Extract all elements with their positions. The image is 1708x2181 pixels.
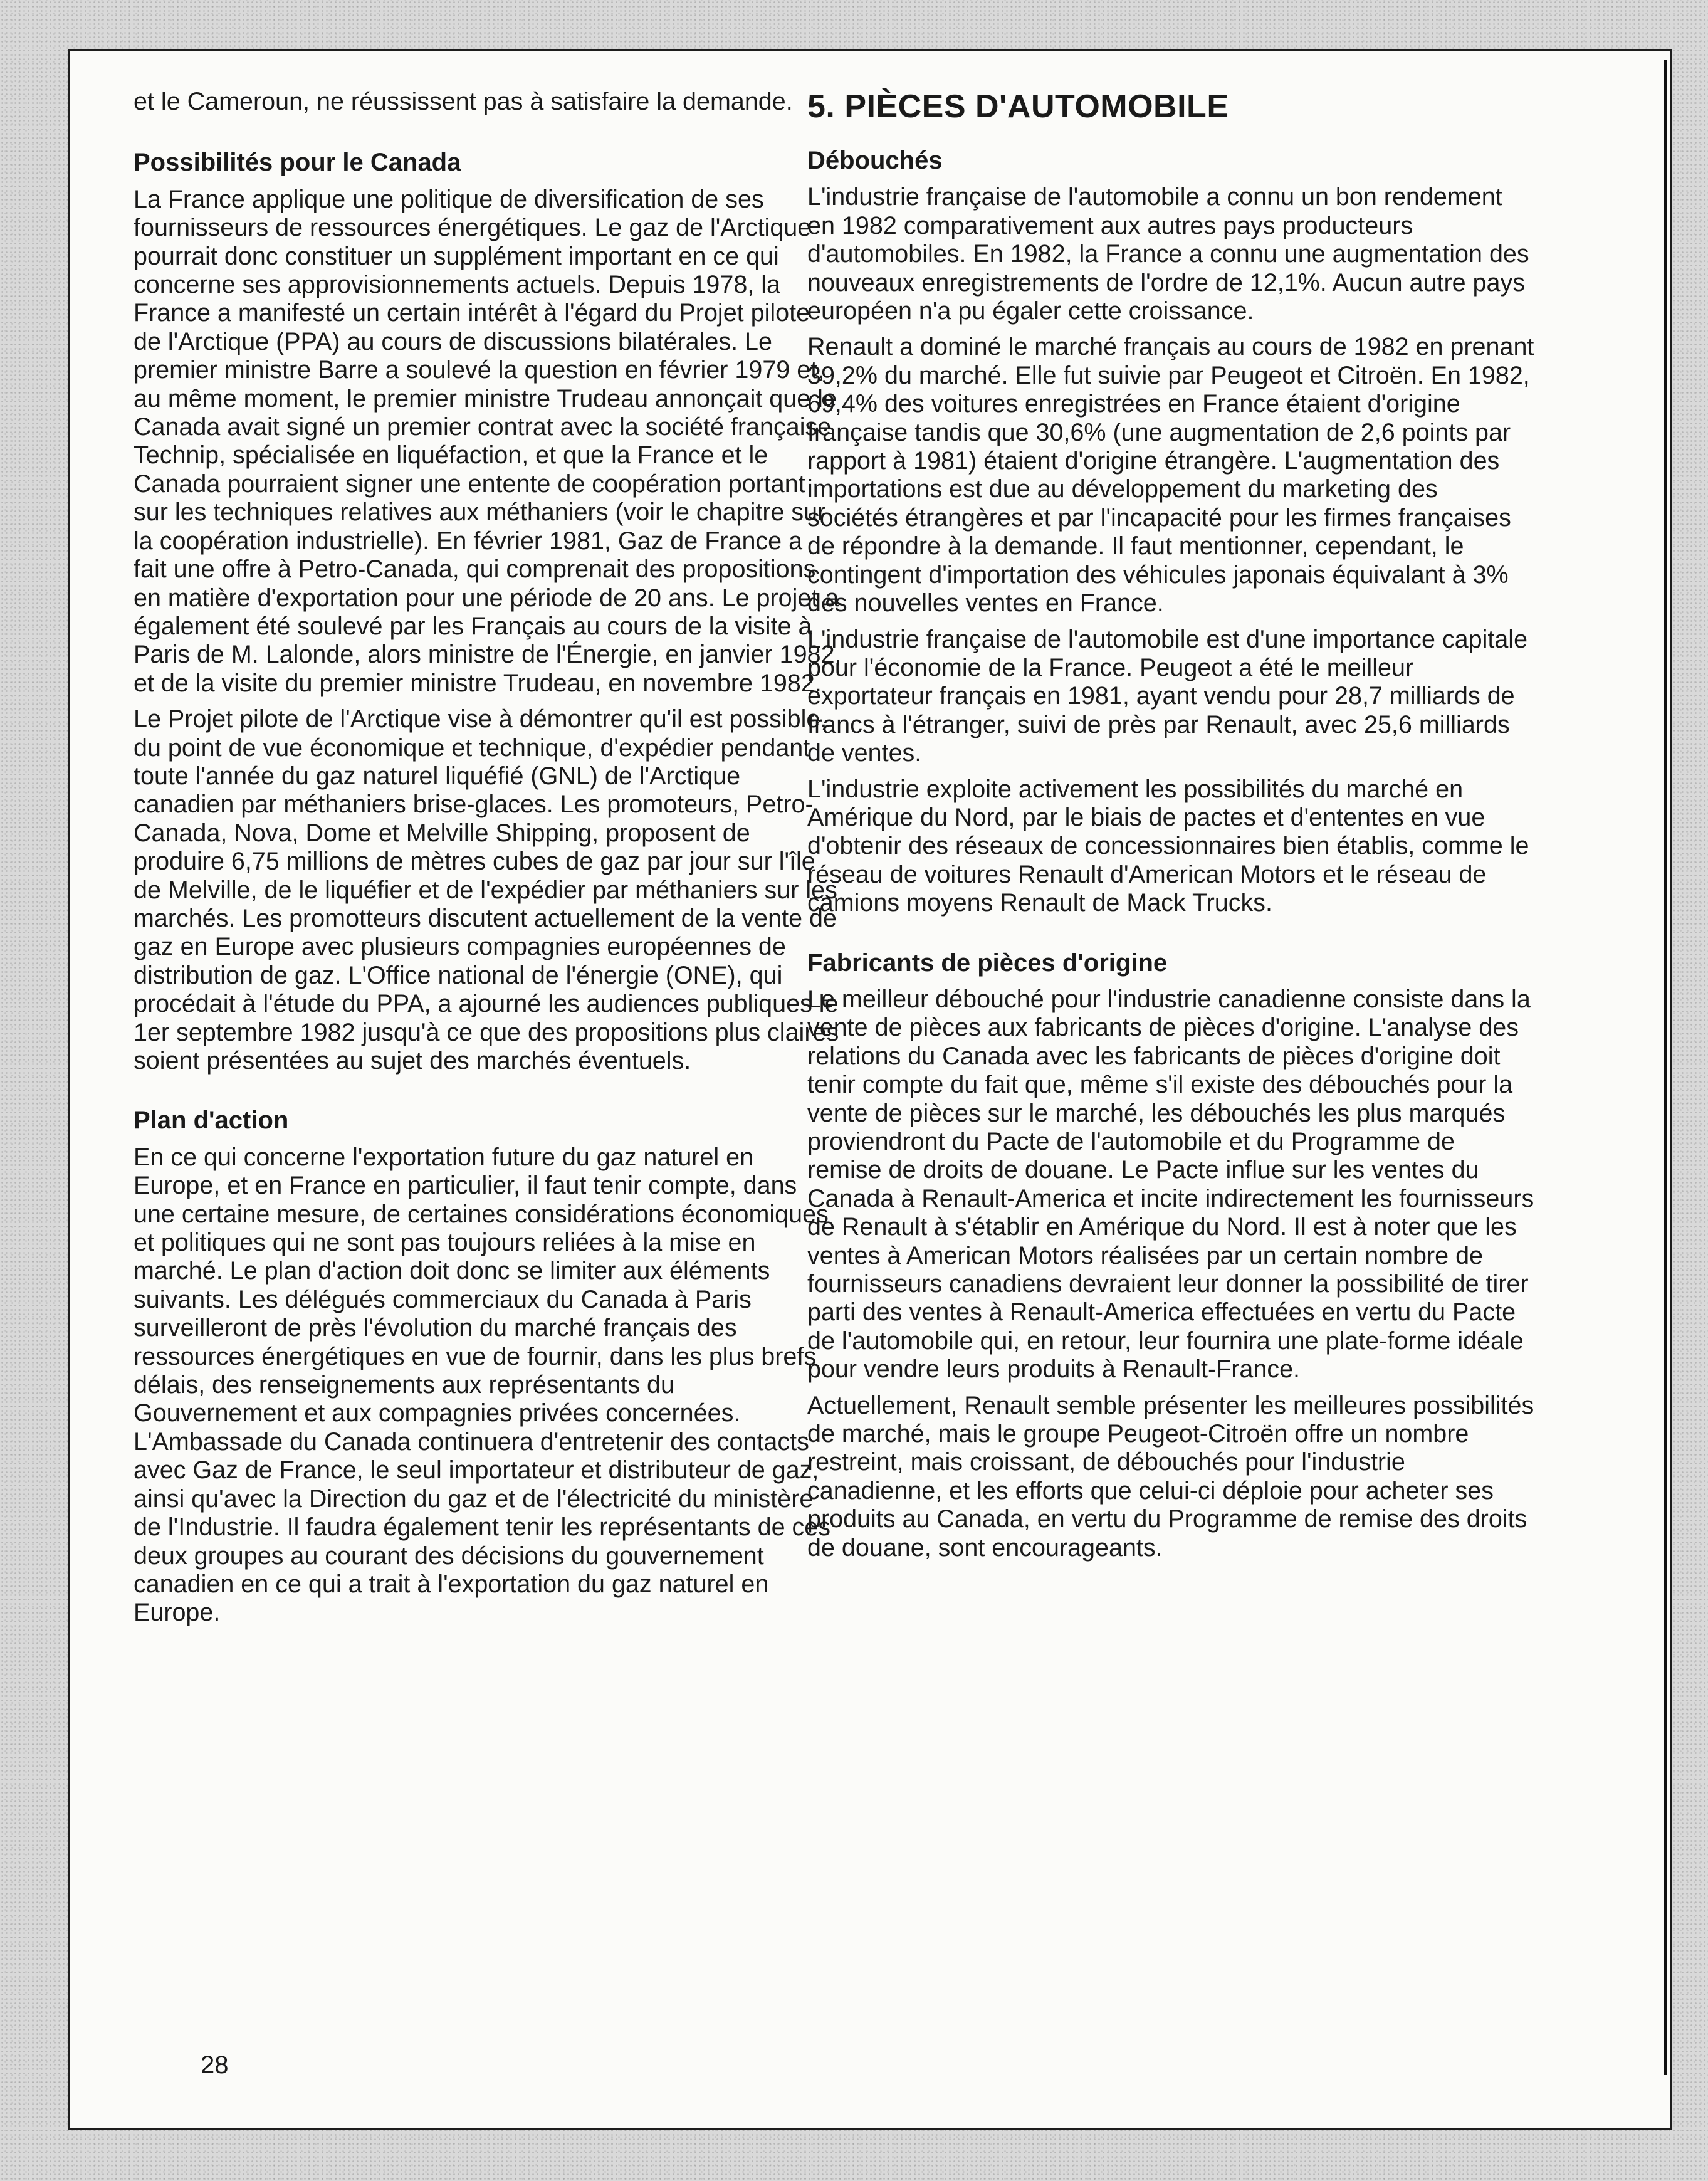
continuation-paragraph: et le Cameroun, ne réussissent pas à satisfaire la demande.	[134, 88, 793, 115]
heading-possibilites-canada: Possibilités pour le Canada	[134, 149, 461, 177]
heading-debouches: Débouchés	[807, 147, 943, 174]
page-edge-line	[1664, 60, 1667, 2075]
page-number: 28	[201, 2051, 229, 2079]
paragraph-fabricants-2: Actuellement, Renault semble présenter les meilleures possibilités de marché, mais le groupe Peugeot-Citroën offre un nombre restreint, mais croissant, de débouchés pour l'industrie canadienne, et les efforts que celui-ci déploie pour acheter ses produits au Canada, en vertu du Programme de remise des droits de douane, sont encourageants.	[807, 1391, 1534, 1562]
heading-plan-action: Plan d'action	[134, 1106, 289, 1135]
paragraph-possibilites-2: Le Projet pilote de l'Arctique vise à démontrer qu'il est possible, du point de vue économique et technique, d'expédier pendant toute l'année du gaz naturel liquéfié (GNL) de l'Arctique canadien par méthaniers brise-glaces. Les promoteurs, Petro-Canada, Nova, Dome et Melville Shipping, proposent de produire 6,75 millions de mètres cubes de gaz par jour sur l'île de Melville, de le liquéfier et de l'expédier par méthaniers sur les marchés. Les promotteurs discutent actuellement de la vente de gaz en Europe avec plusieurs compagnies européennes de distribution de gaz. L'Office national de l'énergie (ONE), qui procédait à l'étude du PPA, a ajourné les audiences publiques le 1er septembre 1982 jusqu'à ce que des propositions plus claires soient présentées au sujet des marchés éventuels.	[134, 705, 839, 1075]
paragraph-debouches-1: L'industrie française de l'automobile a connu un bon rendement en 1982 comparativement aux autres pays producteurs d'automobiles. En 1982, la France a connu une augmentation des nouveaux enregistrements de l'ordre de 12,1%. Aucun autre pays européen n'a pu égaler cette croissance.	[807, 183, 1529, 325]
paragraph-fabricants-1: Le meilleur débouché pour l'industrie canadienne consiste dans la vente de pièces aux fabricants de pièces d'origine. L'analyse des relations du Canada avec les fabricants de pièces d'origine doit tenir compte du fait que, même s'il existe des débouchés pour la vente de pièces sur le marché, les débouchés les plus marqués proviendront du Pacte de l'automobile et du Programme de remise de droits de douane. Le Pacte influe sur les ventes du Canada à Renault-America et incite indirectement les fournisseurs de Renault à s'établir en Amérique du Nord. Il est à noter que les ventes à American Motors réalisées par un certain nombre de fournisseurs canadiens devraient leur donner la possibilité de tirer parti des ventes à Renault-America effectuées en vertu du Pacte de l'automobile qui, en retour, leur fournira une plate-forme idéale pour vendre leurs produits à Renault-France.	[807, 985, 1534, 1384]
heading-fabricants-pieces: Fabricants de pièces d'origine	[807, 949, 1168, 977]
section-title: 5. PIÈCES D'AUTOMOBILE	[807, 88, 1229, 125]
paragraph-debouches-3: L'industrie française de l'automobile est d'une importance capitale pour l'économie de la France. Peugeot a été le meilleur exportateur français en 1981, ayant vendu pour 28,7 milliards de francs à l'étranger, suivi de près par Renault, avec 25,6 milliards de ventes.	[807, 625, 1528, 767]
paragraph-plan-action: En ce qui concerne l'exportation future du gaz naturel en Europe, et en France en particulier, il faut tenir compte, dans une certaine mesure, de certaines considérations économiques et politiques qui ne sont pas toujours reliées à la mise en marché. Le plan d'action doit donc se limiter aux éléments suivants. Les délégués commerciaux du Canada à Paris surveilleront de près l'évolution du marché français des ressources énergétiques en vue de fournir, dans les plus brefs délais, des renseignements aux représentants du Gouvernement et aux compagnies privées concernées. L'Ambassade du Canada continuera d'entretenir des contacts avec Gaz de France, le seul importateur et distributeur de gaz, ainsi qu'avec la Direction du gaz et de l'électricité du ministère de l'Industrie. Il faudra également tenir les représentants de ces deux groupes au courant des décisions du gouvernement canadien en ce qui a trait à l'exportation du gaz naturel en Europe.	[134, 1143, 830, 1627]
paragraph-possibilites-1: La France applique une politique de diversification de ses fournisseurs de ressources énergétiques. Le gaz de l'Arctique pourrait donc constituer un supplément important en ce qui concerne ses approvisionnements actuels. Depuis 1978, la France a manifesté un certain intérêt à l'égard du Projet pilote de l'Arctique (PPA) au cours de discussions bilatérales. Le premier ministre Barre a soulevé la question en février 1979 et, au même moment, le premier ministre Trudeau annonçait que le Canada avait signé un premier contrat avec la société française Technip, spécialisée en liquéfaction, et que la France et le Canada pourraient signer une entente de coopération portant sur les techniques relatives aux méthaniers (voir le chapitre sur la coopération industrielle). En février 1981, Gaz de France a fait une offre à Petro-Canada, qui comprenait des propositions en matière d'exportation pour une période de 20 ans. Le projet a également été soulevé par les Français au cours de la visite à Paris de M. Lalonde, alors ministre de l'Énergie, en janvier 1982, et de la visite du premier ministre Trudeau, en novembre 1982.	[134, 185, 842, 697]
paragraph-debouches-4: L'industrie exploite activement les possibilités du marché en Amérique du Nord, par le biais de pactes et d'ententes en vue d'obtenir des réseaux de concessionnaires bien établis, comme le réseau de voitures Renault d'American Motors et le réseau de camions moyens Renault de Mack Trucks.	[807, 775, 1529, 917]
paragraph-debouches-2: Renault a dominé le marché français au cours de 1982 en prenant 39,2% du marché. Elle fut suivie par Peugeot et Citroën. En 1982, 69,4% des voitures enregistrées en France étaient d'origine française tandis que 30,6% (une augmentation de 2,6 points par rapport à 1981) étaient d'origine étrangère. L'augmentation des importations est due au développement du marketing des sociétés étrangères et par l'incapacité pour les firmes françaises de répondre à la demande. Il faut mentionner, cependant, le contingent d'importation des véhicules japonais équivalant à 3% des nouvelles ventes en France.	[807, 333, 1534, 618]
right-column	[807, 88, 1534, 1570]
left-column	[134, 88, 842, 1635]
